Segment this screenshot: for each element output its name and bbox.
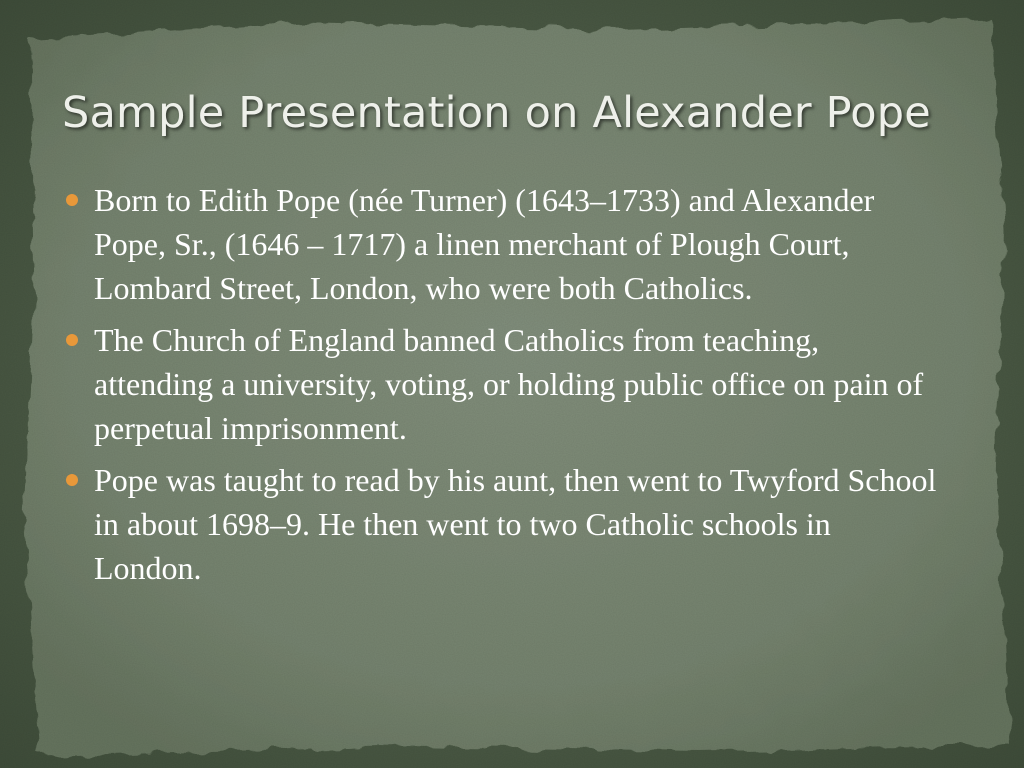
bullet-text: Pope was taught to read by his aunt, then went to Twyford School in about 1698–9. He then went to two Catholic schools in London. [94, 462, 937, 586]
slide-title: Sample Presentation on Alexander Pope [62, 88, 931, 138]
bullet-dot-icon [66, 334, 78, 346]
bullet-list [64, 178, 944, 598]
bullet-text: Born to Edith Pope (née Turner) (1643–1733) and Alexander Pope, Sr., (1646 – 1717) a linen merchant of Plough Court, Lombard Street, London, who were both Catholics. [94, 182, 875, 306]
bullet-text: The Church of England banned Catholics from teaching, attending a university, voting, or holding public office on pain of perpetual imprisonment. [94, 322, 924, 446]
bullet-item [64, 178, 944, 310]
bullet-item [64, 458, 944, 590]
bullet-dot-icon [66, 474, 78, 486]
bullet-item [64, 318, 944, 450]
bullet-dot-icon [66, 194, 78, 206]
